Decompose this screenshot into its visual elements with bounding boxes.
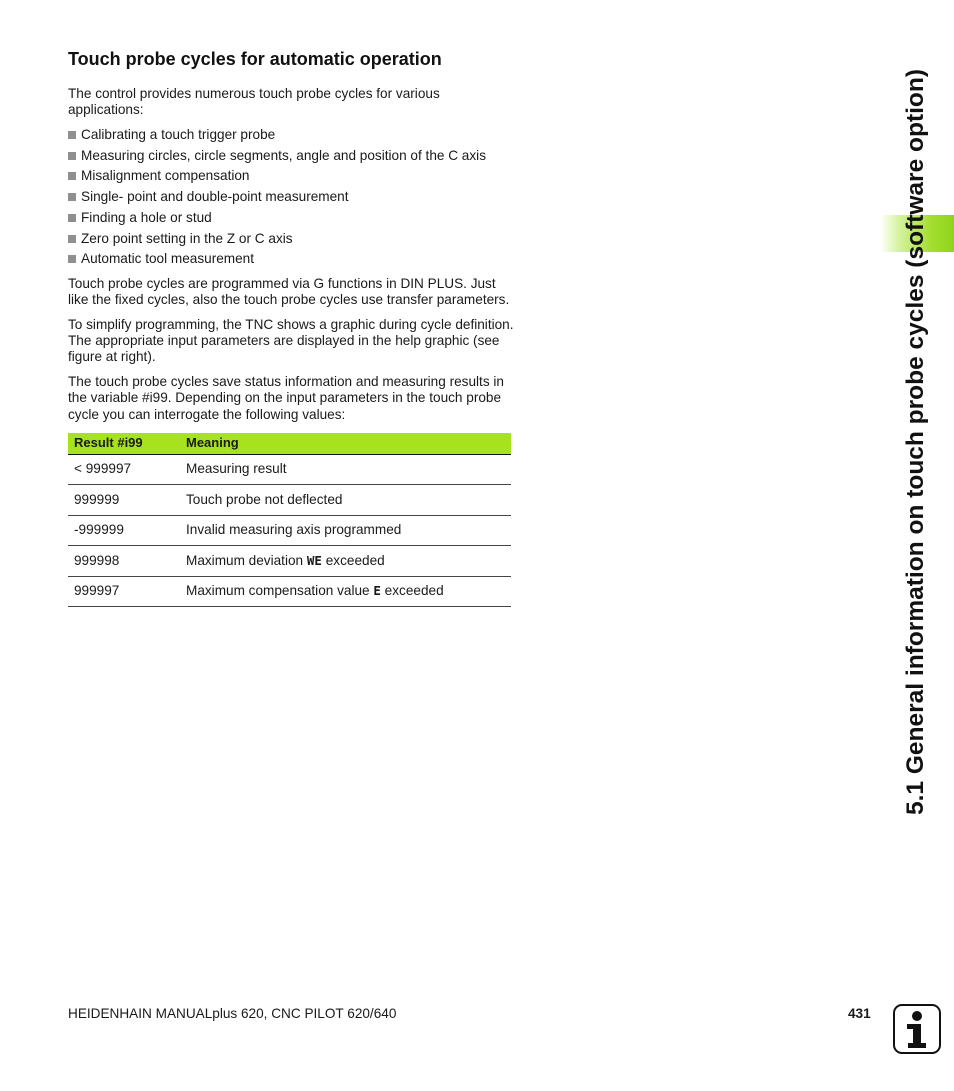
bullet-square-icon — [68, 193, 76, 201]
cell-meaning: Invalid measuring axis programmed — [180, 515, 511, 546]
bullet-square-icon — [68, 131, 76, 139]
header-meaning: Meaning — [180, 433, 511, 455]
footer-manual-title: HEIDENHAIN MANUALplus 620, CNC PILOT 620/640 — [68, 1006, 397, 1021]
info-icon — [893, 1004, 941, 1054]
cell-meaning: Measuring result — [180, 454, 511, 485]
paragraph-variable: The touch probe cycles save status information and measuring results in the variable #i99. Depending on the input parameters in the touch probe cycle you can interrogate the following values: — [68, 374, 504, 422]
paragraph-graphic: To simplify programming, the TNC shows a graphic during cycle definition. The appropriate input parameters are displayed in the help graphic (see figure at right). — [68, 316, 514, 365]
list-item: Zero point setting in the Z or C axis — [68, 231, 514, 247]
body-content — [68, 86, 514, 607]
cell-result: < 999997 — [68, 454, 180, 485]
table-row — [68, 485, 511, 516]
table-row — [68, 454, 511, 485]
table-row — [68, 546, 511, 577]
list-item: Calibrating a touch trigger probe — [68, 127, 514, 143]
cell-meaning: Touch probe not deflected — [180, 485, 511, 516]
feature-list — [68, 127, 514, 267]
cell-meaning: Maximum deviation WE exceeded — [180, 546, 511, 577]
cell-result: 999998 — [68, 546, 180, 577]
parameter-symbol: E — [373, 583, 381, 599]
list-item: Misalignment compensation — [68, 168, 514, 184]
list-item: Measuring circles, circle segments, angle and position of the C axis — [68, 148, 514, 164]
bullet-square-icon — [68, 152, 76, 160]
bullet-square-icon — [68, 214, 76, 222]
bullet-square-icon — [68, 255, 76, 263]
list-item: Automatic tool measurement — [68, 251, 514, 267]
bullet-square-icon — [68, 172, 76, 180]
section-heading: Touch probe cycles for automatic operation — [68, 49, 442, 69]
cell-result: 999997 — [68, 576, 180, 607]
cell-meaning: Maximum compensation value E exceeded — [180, 576, 511, 607]
list-item: Single- point and double-point measurement — [68, 189, 514, 205]
table-row — [68, 576, 511, 607]
list-item: Finding a hole or stud — [68, 210, 514, 226]
cell-result: 999999 — [68, 485, 180, 516]
header-result: Result #i99 — [68, 433, 180, 455]
cell-result: -999999 — [68, 515, 180, 546]
table-header-row — [68, 433, 511, 455]
page-number: 431 — [848, 1006, 871, 1021]
chapter-side-title: 5.1 General information on touch probe cycles (software option) — [902, 69, 929, 815]
parameter-symbol: WE — [306, 552, 322, 568]
intro-paragraph: The control provides numerous touch probe cycles for various applications: — [68, 86, 440, 118]
result-table — [68, 433, 511, 608]
paragraph-din-plus: Touch probe cycles are programmed via G functions in DIN PLUS. Just like the fixed cycles, also the touch probe cycles use transfer parameters. — [68, 275, 510, 307]
bullet-square-icon — [68, 235, 76, 243]
table-row — [68, 515, 511, 546]
